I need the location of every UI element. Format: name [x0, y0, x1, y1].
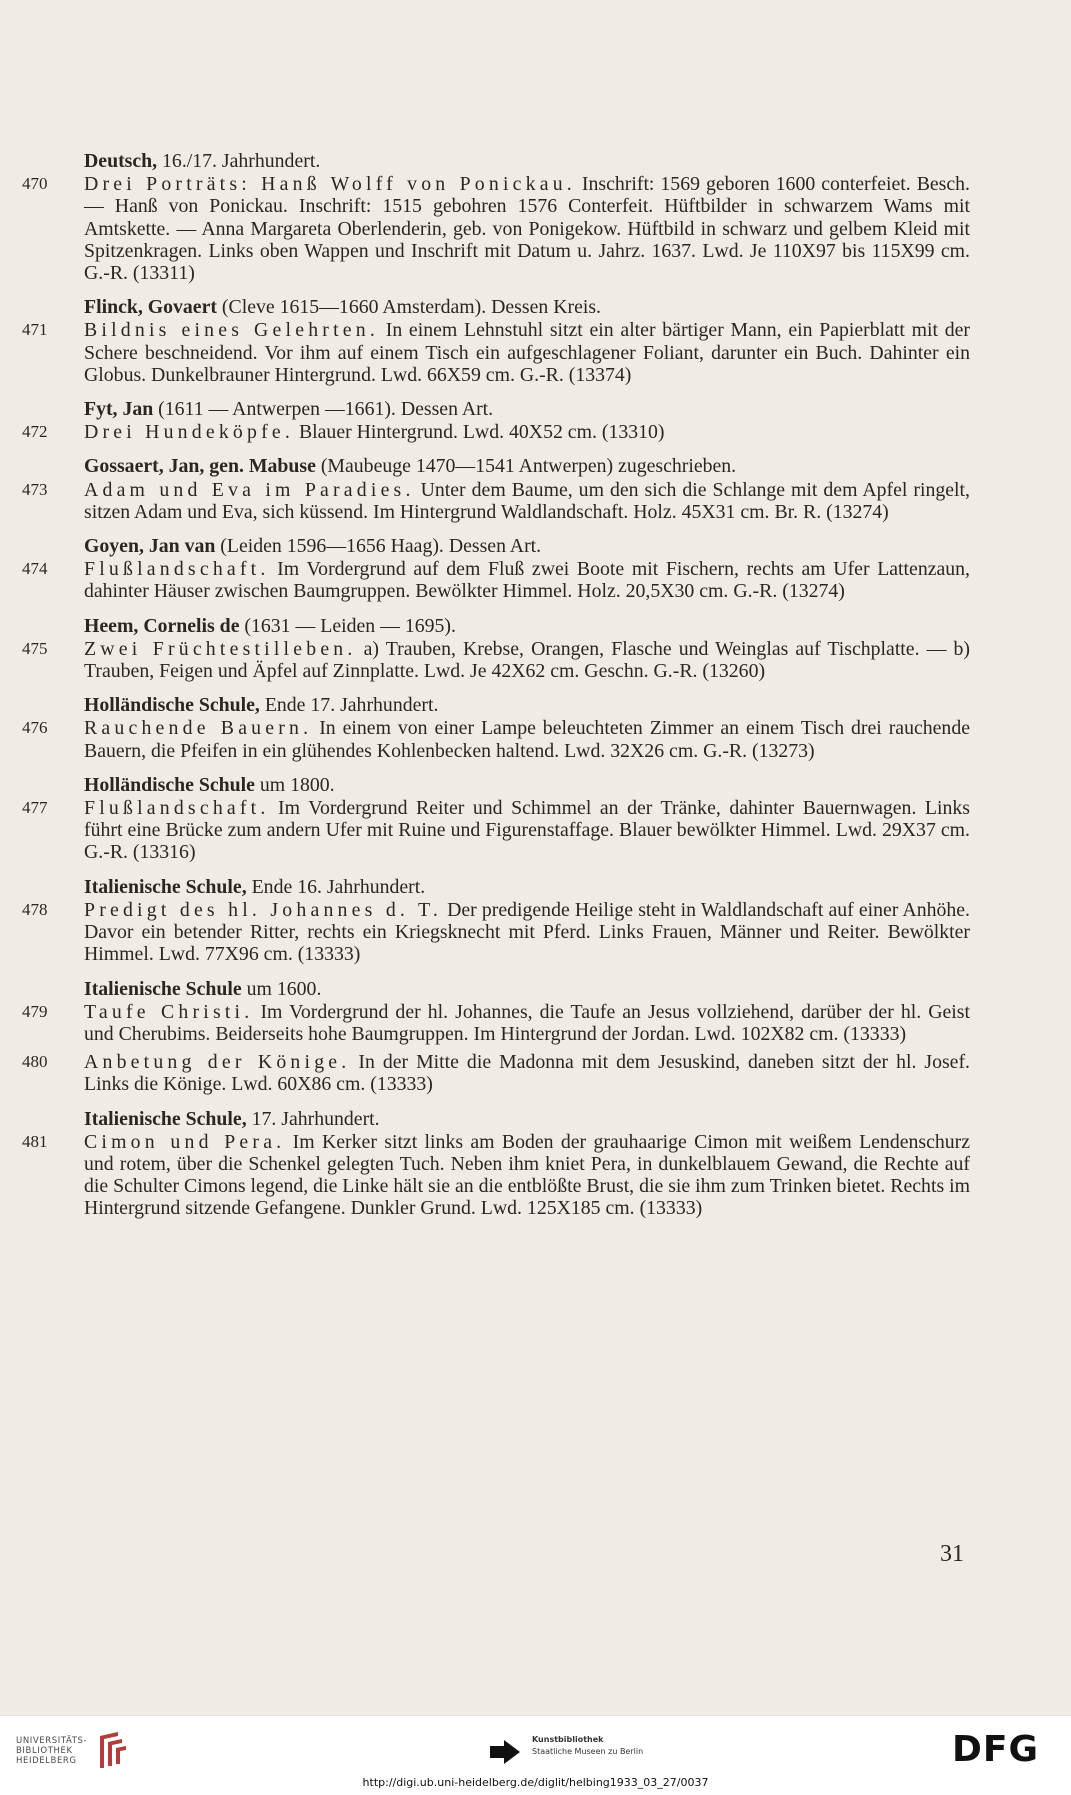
page-number: 31 [940, 1541, 964, 1567]
lot-description: In einem Lehnstuhl sitzt ein alter bärtiger Mann, ein Papierblatt mit der Schere beschneidend. Vor ihm auf einem Tisch ein aufgeschlagener Foliant, darunter ein Buch. Dahinter ein Globus. Dunkelbrauner Hintergrund. Lwd. 66X59 cm. G.-R. (13374) [84, 319, 970, 386]
artist-name: Heem, Cornelis de [84, 614, 240, 637]
artist-heading [84, 296, 969, 318]
artist-detail: Ende 17. Jahrhundert. [259, 694, 439, 717]
kb-line-2: Staatliche Museen zu Berlin [532, 1747, 644, 1756]
catalog-entry [22, 558, 970, 602]
artist-name: Deutsch, [84, 150, 158, 172]
artist-name: Flinck, Govaert [84, 296, 217, 319]
kunstbibliothek-logo-icon [488, 1738, 522, 1768]
lot-number: 470 [22, 174, 48, 194]
artist-heading [84, 694, 969, 716]
artist-name: Goyen, Jan van [84, 535, 216, 558]
lot-title: Zwei Früchtestilleben. [84, 637, 357, 660]
lot-description: Im Vordergrund der hl. Johannes, die Taufe an Jesus vollziehend, darüber der hl. Geist und Cherubims. Beiderseits hohe Baumgruppen. Im Hintergrund der Jordan. Lwd. 102X82 cm. (13333) [84, 1000, 970, 1045]
artist-detail: Ende 16. Jahrhundert. [246, 875, 426, 898]
kb-line-1: Kunstbibliothek [532, 1735, 604, 1744]
artist-heading [84, 978, 969, 1000]
artist-name: Italienische Schule, [84, 1107, 247, 1130]
artist-detail: (1631 — Leiden — 1695). [239, 614, 456, 637]
artist-heading [84, 535, 969, 557]
catalog-entry [22, 421, 970, 443]
catalog-entry [22, 1001, 970, 1045]
artist-heading [84, 774, 969, 796]
artist-detail: (Leiden 1596—1656 Haag). Dessen Art. [215, 535, 542, 558]
artist-heading [84, 876, 969, 898]
lot-number: 478 [22, 899, 48, 919]
lot-title: Flußlandschaft. [84, 558, 270, 581]
lot-title: Drei Hundeköpfe. [84, 421, 295, 444]
lot-description: In der Mitte die Madonna mit dem Jesuskind, daneben sitzt der hl. Josef. Links die Könige. Lwd. 60X86 cm. (13333) [84, 1051, 970, 1096]
artist-name: Holländische Schule, [84, 694, 260, 717]
artist-detail: um 1800. [254, 773, 335, 796]
artist-heading [84, 615, 969, 637]
viewer-footer [0, 1715, 1071, 1795]
catalog-entry [22, 797, 970, 864]
lot-description: Inschrift: 1569 geboren 1600 conterfeiet. Besch. — Hanß von Ponickau. Inschrift: 1515 gebohren 1576 Conterfeit. Hüftbilder in schwarzem Wams mit Amtskette. — Anna Margareta Oberlenderin, geb. von Ponigekow. Hüftbild in schwarz und gelbem Kleid mit Spitzenkragen. Links oben Wappen und Inschrift mit Datum u. Jahrz. 1637. Lwd. Je 110X97 bis 115X99 cm. G.-R. (13311) [84, 173, 970, 285]
artist-name: Holländische Schule [84, 773, 255, 796]
lot-description: Im Vordergrund Reiter und Schimmel an der Tränke, dahinter Bauernwagen. Links führt eine Brücke zum andern Ufer mit Ruine und Figurenstaffage. Blauer bewölkter Himmel. Lwd. 29X37 cm. G.-R. (13316) [84, 797, 970, 864]
lot-number: 473 [22, 479, 48, 499]
lot-title: Cimon und Pera. [84, 1130, 286, 1153]
dfg-logo: DFG [952, 1729, 1040, 1770]
lot-description: In einem von einer Lampe beleuchteten Zimmer an einem Tisch drei rauchende Bauern, die Pfeifen in ein glühendes Kohlenbecken haltend. Lwd. 32X26 cm. G.-R. (13273) [84, 717, 970, 762]
artist-detail: (Maubeuge 1470—1541 Antwerpen) zugeschrieben. [315, 455, 737, 478]
lot-title: Adam und Eva im Paradies. [84, 478, 415, 501]
lot-description: Unter dem Baume, um den sich die Schlange mit dem Apfel ringelt, sitzen Adam und Eva, sich küssend. Im Hintergrund Waldlandschaft. Holz. 45X31 cm. Br. R. (13274) [84, 478, 970, 523]
artist-name: Fyt, Jan [84, 398, 154, 421]
lot-title: Taufe Christi. [84, 1000, 254, 1023]
artist-detail: 17. Jahrhundert. [246, 1107, 380, 1130]
lot-title: Predigt des hl. Johannes d. T. [84, 898, 442, 921]
ub-line-2: BIBLIOTHEK [16, 1746, 73, 1756]
lot-title: Bildnis eines Gelehrten. [84, 319, 379, 342]
artist-heading [84, 1108, 969, 1130]
lot-number: 474 [22, 559, 48, 579]
lot-description: a) Trauben, Krebse, Orangen, Flasche und Weinglas auf Tischplatte. — b) Trauben, Feigen und Äpfel auf Zinnplatte. Lwd. Je 42X62 cm. Geschn. G.-R. (13260) [84, 637, 970, 683]
lot-description: Im Vordergrund auf dem Fluß zwei Boote mit Fischern, rechts am Ufer Lattenzaun, dahinter Häuser zwischen Baumgruppen. Bewölkter Himmel. Holz. 20,5X30 cm. G.-R. (13274) [84, 558, 970, 603]
artist-heading [84, 455, 969, 477]
page-url[interactable]: http://digi.ub.uni-heidelberg.de/diglit/helbing1933_03_27/0037 [362, 1776, 709, 1789]
lot-title: Flußlandschaft. [84, 797, 270, 820]
catalog-entry [22, 638, 970, 682]
ub-heidelberg-label [16, 1736, 87, 1766]
ub-line-3: HEIDELBERG [16, 1756, 77, 1766]
lot-description: Blauer Hintergrund. Lwd. 40X52 cm. (13310) [294, 421, 665, 444]
artist-detail: (1611 — Antwerpen —1661). Dessen Art. [153, 398, 494, 421]
lot-number: 477 [22, 798, 48, 818]
ub-heidelberg-logo-icon [96, 1730, 130, 1770]
artist-detail: 16./17. Jahrhundert. [157, 150, 321, 172]
artist-name: Italienische Schule, [84, 875, 247, 898]
ub-line-1: UNIVERSITÄTS- [16, 1736, 88, 1746]
catalog-content [22, 150, 970, 1220]
artist-name: Italienische Schule [84, 977, 242, 1000]
lot-number: 475 [22, 638, 48, 658]
kunstbibliothek-label [532, 1734, 643, 1758]
artist-detail: um 1600. [241, 977, 322, 1000]
catalog-entry [22, 1051, 970, 1095]
catalog-entry [22, 1131, 970, 1220]
lot-title: Drei Porträts: Hanß Wolff von Ponickau. [84, 173, 576, 196]
catalog-entry [22, 717, 970, 761]
lot-number: 479 [22, 1001, 48, 1021]
artist-detail: (Cleve 1615—1660 Amsterdam). Dessen Kreis. [216, 296, 601, 319]
catalog-entry [22, 173, 970, 284]
catalog-entry [22, 479, 970, 523]
lot-description: Der predigende Heilige steht in Waldlandschaft auf einer Anhöhe. Davor ein betender Ritter, rechts ein Kriegsknecht mit Pferd. Links Frauen, Männer und Reiter. Bewölkter Himmel. Lwd. 77X96 cm. (13333) [84, 898, 970, 966]
lot-number: 481 [22, 1131, 48, 1151]
lot-description: Im Kerker sitzt links am Boden der grauhaarige Cimon mit weißem Lendenschurz und rotem, über die Schenkel gelegten Tuch. Neben ihm kniet Pera, in dunkelblauem Gewand, die Rechte auf die Schulter Cimons legend, die Linke hält sie an die entblößte Brust, die sie ihm zum Trinken bietet. Rechts im Hintergrund sitzende Gefangene. Dunkler Grund. Lwd. 125X185 cm. (13333) [84, 1130, 971, 1220]
lot-number: 480 [22, 1052, 48, 1072]
lot-title: Rauchende Bauern. [84, 717, 313, 740]
catalog-entry [22, 899, 970, 966]
lot-number: 476 [22, 718, 48, 738]
artist-name: Gossaert, Jan, gen. Mabuse [84, 455, 316, 478]
artist-heading [84, 150, 969, 172]
catalog-entry [22, 319, 970, 386]
lot-number: 472 [22, 422, 48, 442]
lot-number: 471 [22, 320, 48, 340]
artist-heading [84, 398, 969, 420]
lot-title: Anbetung der Könige. [84, 1051, 351, 1074]
